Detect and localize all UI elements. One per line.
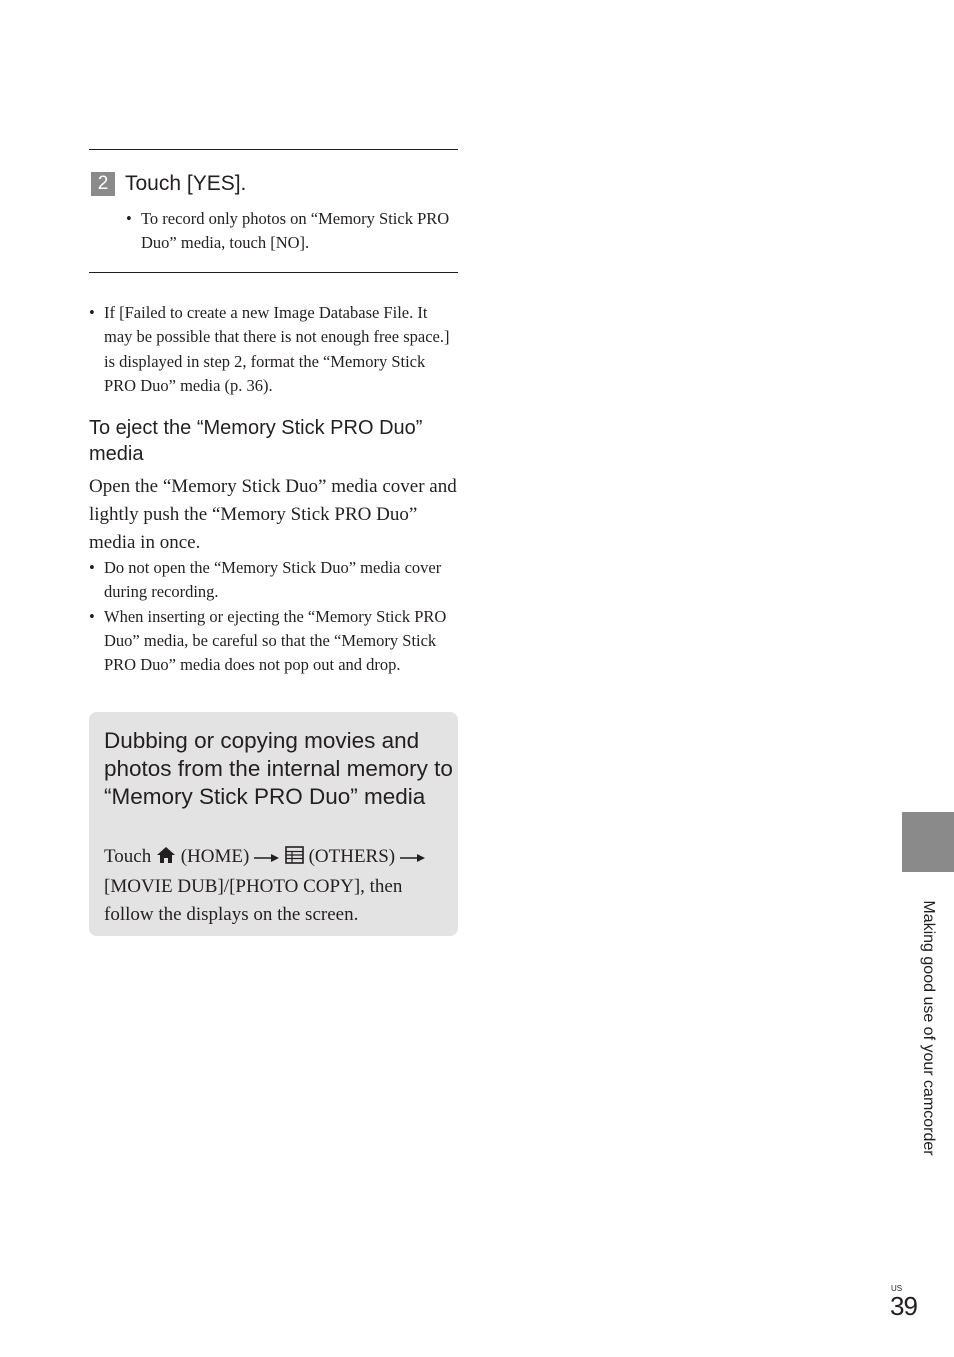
eject-body: Open the “Memory Stick Duo” media cover and lightly push the “Memory Stick PRO Duo” media in once. (89, 476, 457, 553)
dubbing-instructions (104, 843, 449, 929)
step-note: • To record only photos on “Memory Stick PRO Duo” media, touch [NO]. (126, 207, 456, 256)
section-tab (902, 812, 954, 872)
eject-heading: To eject the “Memory Stick PRO Duo” media (89, 417, 423, 465)
others-label: (OTHERS) (308, 846, 396, 867)
bottom-rule (89, 272, 458, 273)
step-notes (126, 207, 456, 256)
eject-note: • Do not open the “Memory Stick Duo” media cover during recording. (89, 556, 459, 605)
step-title: Touch [YES]. (125, 172, 247, 195)
page-number: 39 (890, 1291, 917, 1321)
touch-word: Touch (104, 846, 152, 867)
general-notes (89, 301, 455, 398)
eject-note: • When inserting or ejecting the “Memory Stick PRO Duo” media, be careful so that the “Memory Stick PRO Duo” media does not pop out and drop. (89, 605, 459, 678)
eject-notes (89, 556, 459, 677)
step-heading (91, 172, 246, 196)
home-label: (HOME) (180, 846, 250, 867)
section-label: Making good use of your camcorder (920, 900, 937, 1156)
home-icon (156, 845, 176, 873)
dubbing-heading: Dubbing or copying movies and photos from the internal memory to “Memory Stick PRO Duo” media (104, 728, 453, 809)
general-note: • If [Failed to create a new Image Database File. It may be possible that there is not enough free space.] is displayed in step 2, format the “Memory Stick PRO Duo” media (p. 36). (89, 301, 455, 398)
top-rule (89, 149, 458, 150)
region-code: US (891, 1284, 903, 1293)
others-icon (285, 845, 304, 873)
arrow-right-icon (400, 845, 426, 873)
step-number-badge: 2 (91, 172, 115, 196)
arrow-right-icon (254, 845, 280, 873)
menu-path: [MOVIE DUB]/[PHOTO COPY], then follow the displays on the screen. (104, 876, 403, 925)
